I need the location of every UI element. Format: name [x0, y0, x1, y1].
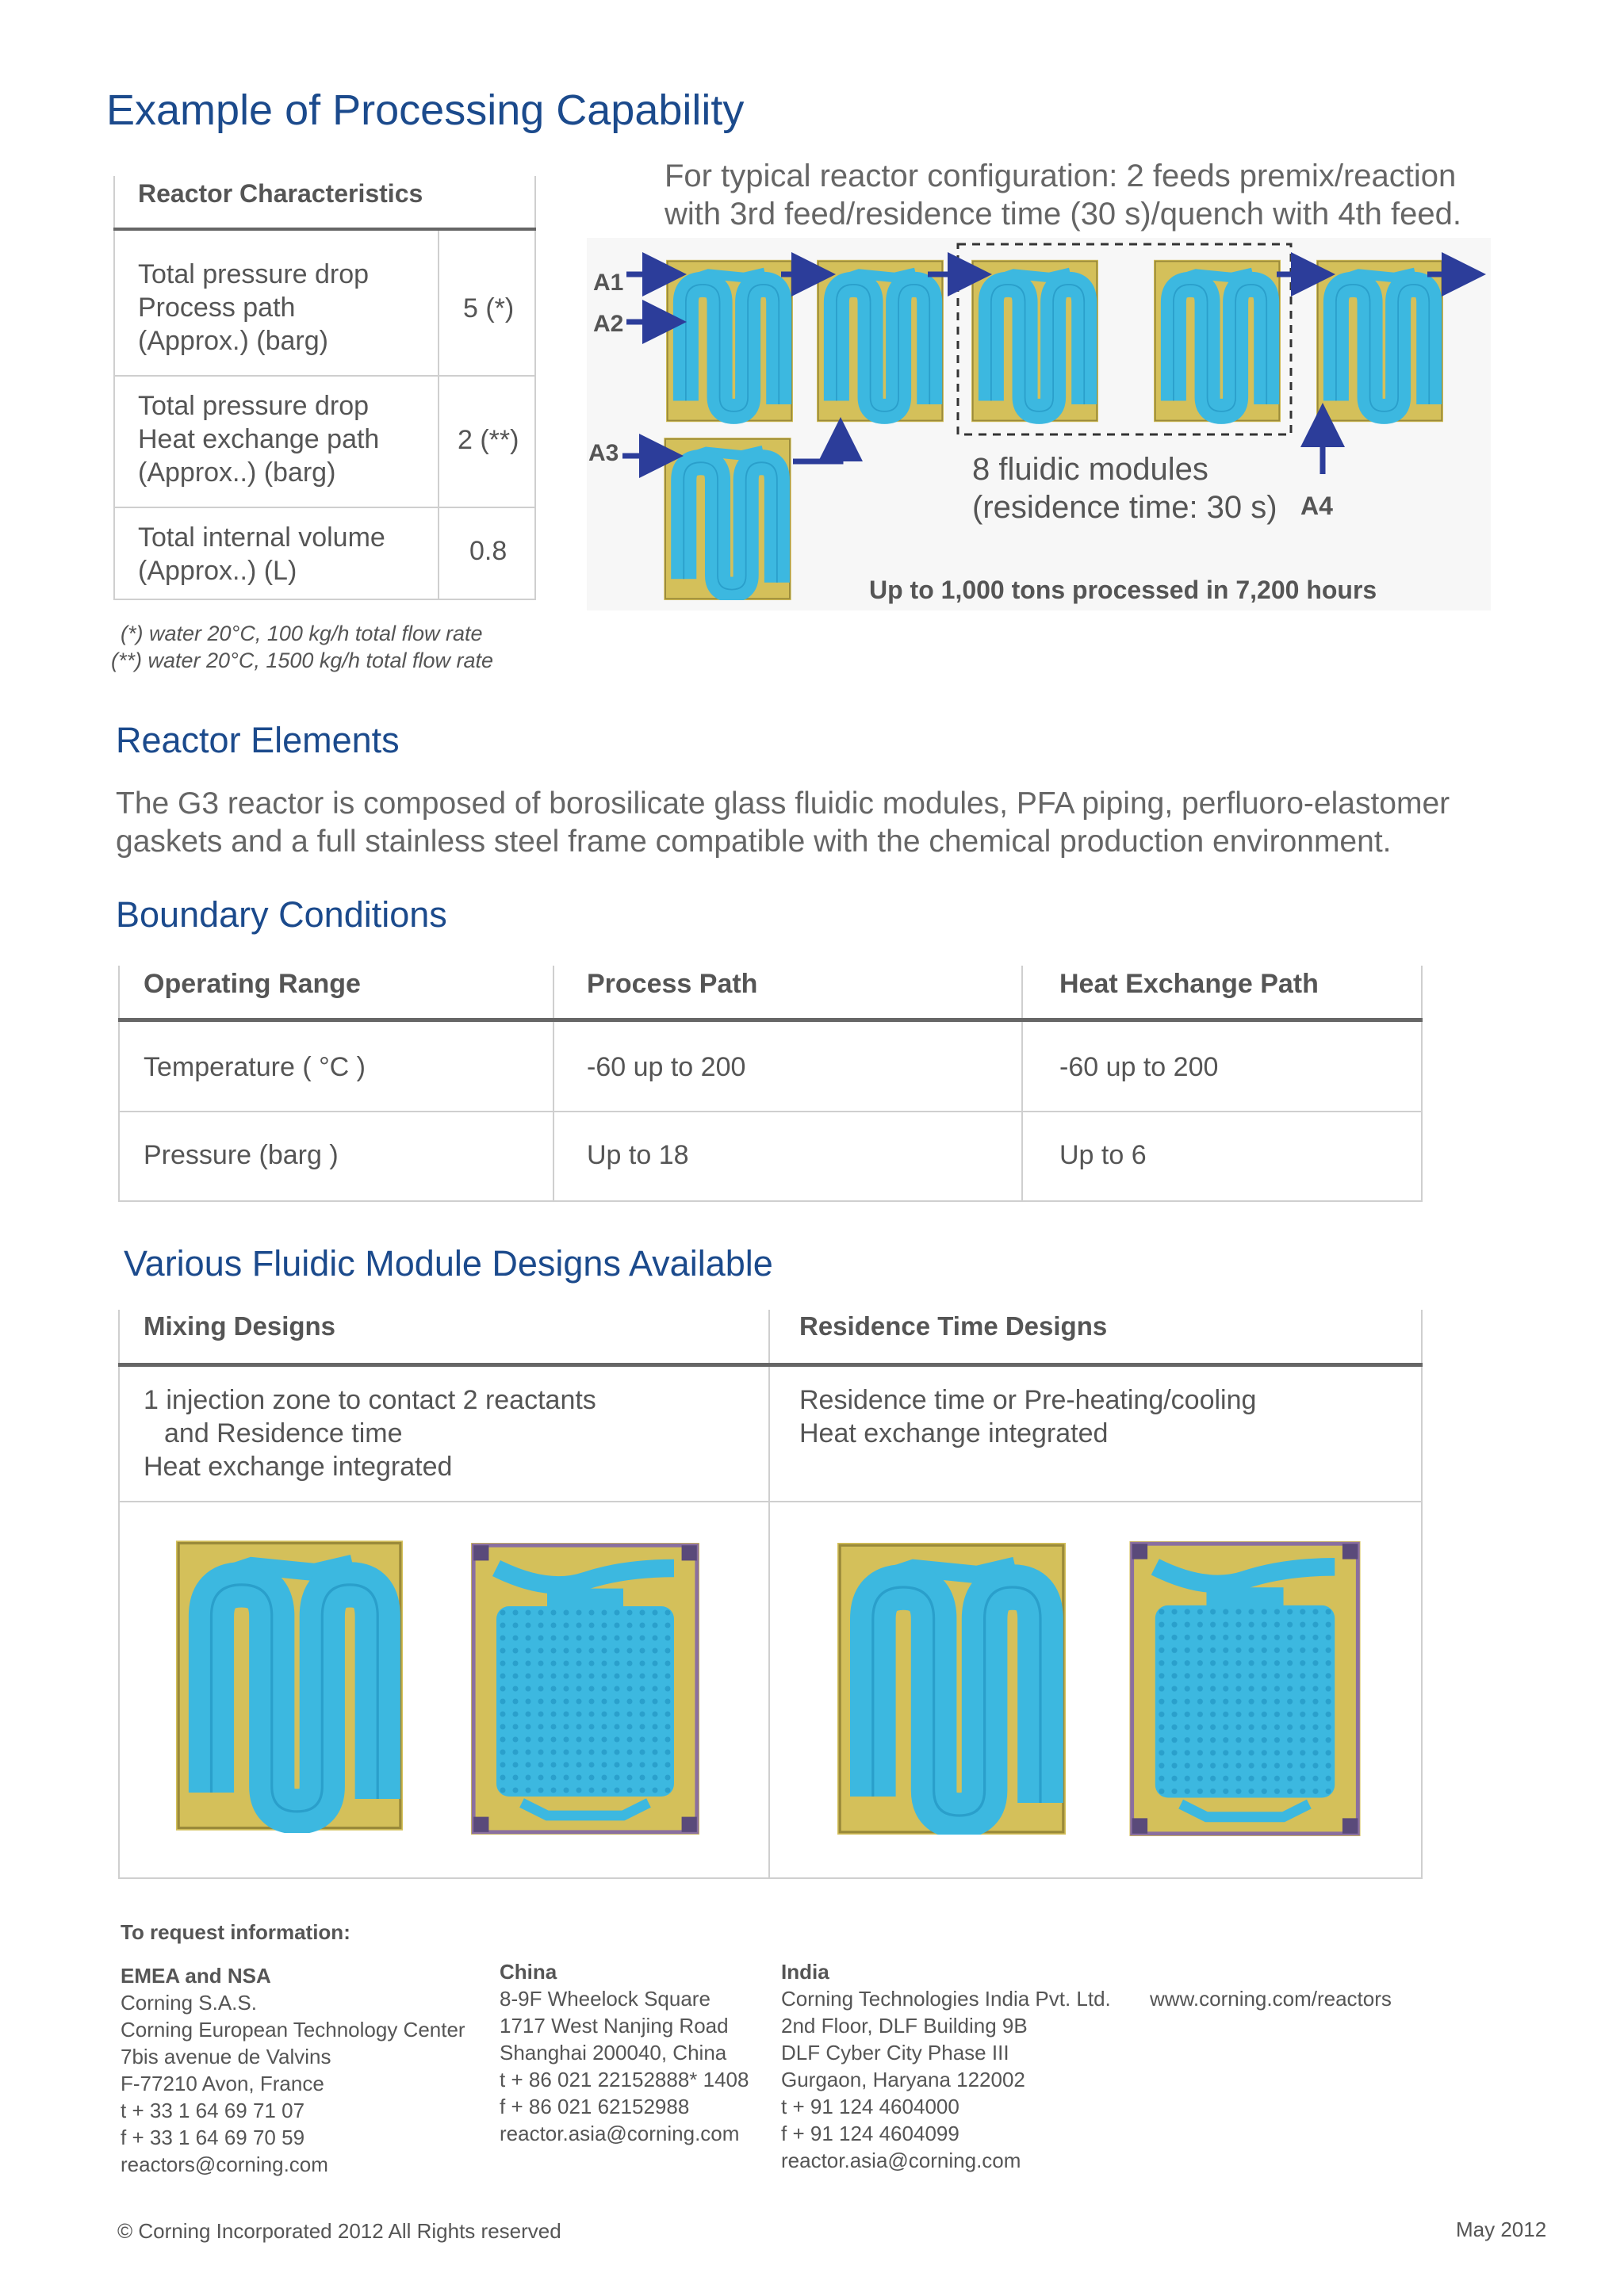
boundary-header-heat: Heat Exchange Path — [1059, 969, 1319, 999]
feed-a1-label: A1 — [593, 270, 624, 296]
boundary-row-2-process: Up to 18 — [587, 1140, 689, 1170]
residence-serpentine-module — [833, 1543, 1071, 1835]
config-caption: For typical reactor configuration: 2 feeds premix/reaction with 3rd feed/residence time (30 s)/quench with 4th feed. — [665, 159, 1461, 232]
reactor-row-1-value: 5 (*) — [463, 293, 515, 323]
boundary-row-2-range: Pressure (barg ) — [144, 1140, 339, 1170]
reactor-note-2: (**) water 20°C, 1500 kg/h total flow rate — [111, 649, 494, 672]
module-5 — [1316, 260, 1443, 422]
website-link[interactable]: www.corning.com/reactors — [1150, 1987, 1392, 2011]
reactor-row-3-value: 0.8 — [469, 536, 508, 566]
boundary-row-1-range: Temperature ( °C ) — [144, 1052, 366, 1082]
feed-a3-label: A3 — [588, 440, 619, 466]
reactor-table-header: Reactor Characteristics — [138, 179, 423, 208]
reactor-row-3-label: Total internal volume (Approx..) (L) — [138, 522, 385, 586]
contact-emea: EMEA and NSA Corning S.A.S. Corning European Technology Center 7bis avenue de Valvins F-77210 Avon, France t + 33 1 64 69 71 07 f + 33 1 64 69 70 59 reactors@corning.com — [121, 1964, 465, 2176]
capacity-label: Up to 1,000 tons processed in 7,200 hours — [869, 576, 1377, 604]
residence-grid-module — [1126, 1541, 1364, 1836]
copyright: © Corning Incorporated 2012 All Rights reserved — [117, 2219, 561, 2243]
contact-india: India Corning Technologies India Pvt. Ltd. 2nd Floor, DLF Building 9B DLF Cyber City Phase III Gurgaon, Haryana 122002 t + 91 124 4604000 f + 91 124 4604099 reactor.asia@corning.com — [781, 1960, 1111, 2172]
boundary-header-process: Process Path — [587, 969, 758, 999]
module-2 — [817, 260, 944, 422]
publication-date: May 2012 — [1456, 2218, 1547, 2241]
module-4 — [1154, 260, 1281, 422]
request-info-label: To request information: — [121, 1920, 350, 1944]
reactor-elements-heading: Reactor Elements — [116, 720, 400, 760]
designs-heading: Various Fluidic Module Designs Available — [124, 1243, 773, 1284]
reactor-row-2-value: 2 (**) — [458, 425, 519, 455]
residence-designs-header: Residence Time Designs — [799, 1311, 1108, 1341]
boundary-row-2-heat: Up to 6 — [1059, 1140, 1147, 1170]
module-chain-diagram — [587, 238, 1491, 610]
boundary-row-1-heat: -60 up to 200 — [1059, 1052, 1219, 1082]
reactor-note-1: (*) water 20°C, 100 kg/h total flow rate — [121, 622, 483, 645]
module-1 — [666, 260, 793, 422]
mixing-grid-module — [468, 1543, 703, 1835]
page-title: Example of Processing Capability — [106, 86, 745, 134]
modules-label: 8 fluidic modules (residence time: 30 s) — [972, 452, 1277, 525]
boundary-row-1-process: -60 up to 200 — [587, 1052, 746, 1082]
reactor-elements-body: The G3 reactor is composed of borosilicate glass fluidic modules, PFA piping, perfluoro-elastomer gaskets and a full stainless steel frame compatible with the chemical production environment. — [116, 786, 1450, 859]
mixing-serpentine-module — [176, 1538, 403, 1833]
feed-a4-label: A4 — [1300, 492, 1333, 520]
residence-designs-desc: Residence time or Pre-heating/cooling Heat exchange integrated — [799, 1385, 1257, 1448]
reactor-row-1-label: Total pressure drop Process path (Approx.) (barg) — [138, 259, 370, 356]
boundary-heading: Boundary Conditions — [116, 894, 447, 935]
mixing-designs-header: Mixing Designs — [144, 1311, 336, 1341]
module-3 — [971, 260, 1098, 422]
reactor-row-2-label: Total pressure drop Heat exchange path (Approx..) (barg) — [138, 391, 380, 488]
feed-a2-label: A2 — [593, 311, 624, 337]
module-a3 — [664, 438, 791, 600]
boundary-header-range: Operating Range — [144, 969, 361, 999]
contact-china: China 8-9F Wheelock Square 1717 West Nanjing Road Shanghai 200040, China t + 86 021 22152888* 1408 f + 86 021 62152988 reactor.asia@corning.com — [500, 1960, 749, 2145]
mixing-designs-desc: 1 injection zone to contact 2 reactants and Residence time Heat exchange integrated — [144, 1385, 596, 1482]
